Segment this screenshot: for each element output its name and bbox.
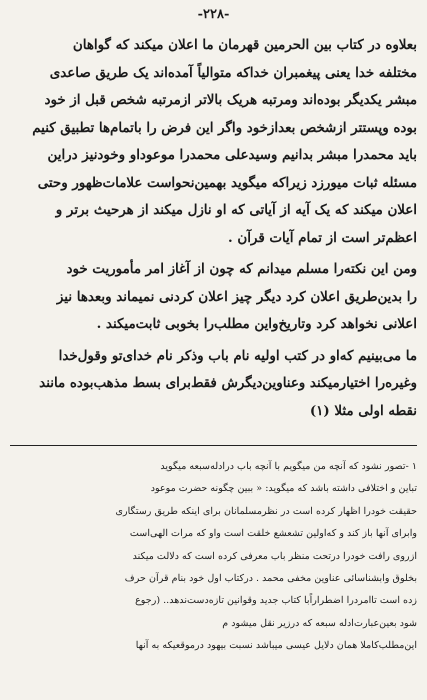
body-line: ما می‌بینیم که‌او در کتب اولیه نام باب وذکر نام خدای‌تو وقول‌خدا	[58, 347, 417, 364]
body-line: مسئله ثبات میورزد زیراکه میگوید بهمین‌نحواست علامات‌ظهور وحتی	[37, 174, 417, 191]
footnote-line: این‌مطلب‌کاملا همان دلایل عیسی میباشد نسبت بیهود درموقعیکه به آنها	[135, 640, 417, 652]
body-line: اعلانی نخواهد کرد وتاریخ‌واین مطلب‌را بخوبی ثابت‌میکند .	[96, 316, 417, 332]
body-line: نقطه اولی مثلا (۱)	[309, 402, 417, 419]
footnote-line: ۱ -تصور نشود که آنچه من میگویم با آنچه باب درادله‌سبعه میگوید	[160, 461, 417, 472]
body-line: مبشر یکدیگر بوده‌اند ومرتبه هریک بالاتر ازمرتبه شخص قبل از خود	[44, 92, 417, 108]
body-line: ومن این نکته‌را مسلم میدانم که چون از آغاز امر مأموریت خود	[66, 261, 417, 277]
body-line: بعلاوه در کتاب بین الحرمین قهرمان ما اعلان میکند که گواهان	[72, 37, 417, 53]
footnote-line: حقیقت خودرا اظهار کرده است در نظرمسلمانان برای اینکه طریق رستگاری	[115, 505, 417, 517]
page-number: -۲۲۸-	[197, 7, 230, 22]
body-line: بوده وپستتر ازشخص بعدازخود واگر این فرض را باتمام‌ها تطبیق کنیم	[32, 119, 417, 136]
body-line: را بدین‌طریق اعلان کرد دیگر چیز اعلان کردنی نمیماند وبعدها نیز	[56, 288, 417, 305]
body-line: باید محمدرا مبشر بدانیم وسیدعلی محمدرا موعوداو وخودنیز دراین	[47, 147, 417, 163]
body-line: مختلفه خدا یعنی پیغمبران خداکه متوالیاً آمده‌اند یک طریق صاعدی	[49, 64, 417, 81]
body-line: اعلان میکند که یک آیه از آیاتی که او نازل میکند از هرحیث برتر و	[55, 202, 417, 218]
body-line: وغیره‌را اختیارمیکند وعناوین‌دیگرش فقط‌برای بسط مذهب‌بوده مانند	[39, 375, 417, 391]
footnote-divider	[10, 445, 417, 446]
footnote-line: وابرای آنها باز کند و که‌اولین تشعشع خلقت است واو که مرات الهی‌است	[129, 528, 417, 540]
footnotes	[10, 456, 417, 658]
body-line: اعظم‌تر است از تمام آیات قرآن .	[228, 229, 417, 246]
footnote-line: تباین و اختلافی داشته باشد که میگوید: « ببین چگونه حضرت موعود	[150, 483, 417, 495]
footnote-line: ازروی رافت خودرا درتحت منظر باب معرفی کرده است که دلالت میکند	[132, 550, 417, 562]
footnote-line: شود بعین‌عبارت‌ادله سبعه که درزیر نقل میشود م	[222, 617, 417, 629]
main-body-text	[10, 32, 417, 425]
footnote-line: زده است تاامردرا اضطراراًبا کتاب جدید وقوانین تازه‌دست‌ندهد.. (رجوع	[135, 595, 417, 607]
footnote-line: بخلوق وابشناسائی عناوین مخفی محمد . درکتاب اول خود بنام قرآن حرف	[124, 573, 417, 585]
